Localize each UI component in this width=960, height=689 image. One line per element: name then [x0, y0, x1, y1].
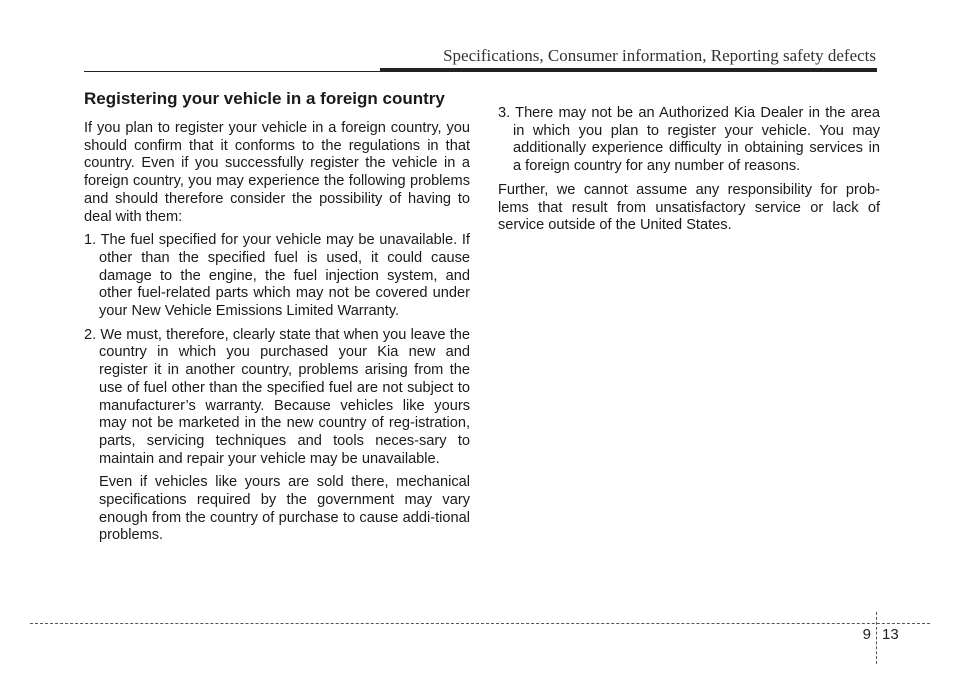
footer-divider [30, 623, 930, 624]
left-column [84, 88, 470, 551]
list-item-2-followup: Even if vehicles like yours are sold there, mechanical specifications required by the government may vary enough from the country of purchase to cause addi-tional problems. [99, 474, 470, 544]
intro-paragraph: If you plan to register your vehicle in a foreign country, you should confirm that it conforms to the regulations in that country. Even if you successfully register the vehicle in a foreign country, you may experience the following problems and should therefore consider the possibility of having to deal with them: [84, 120, 470, 225]
header-rule-thin [84, 71, 380, 72]
page-number: 13 [882, 626, 899, 643]
list-item-2: 2. We must, therefore, clearly state that when you leave the country in which you purchased your Kia new and register it in another country, problems arising from the use of fuel other than the specified fuel are not subject to manufacturer’s warranty. Because vehicles like yours may not be marketed in the new country of reg-istration, parts, servicing techniques and tools neces-sary to maintain and repair your vehicle may be unavailable. [84, 326, 470, 467]
section-heading: Registering your vehicle in a foreign country [84, 89, 445, 108]
header-rule-thick [380, 68, 877, 72]
header-title: Specifications, Consumer information, Reporting safety defects [443, 46, 876, 65]
chapter-number: 9 [862, 626, 871, 643]
page-number-separator [876, 612, 877, 664]
closing-paragraph: Further, we cannot assume any responsibility for prob-lems that result from unsatisfactory service or lack of service outside of the United States. [498, 181, 880, 234]
right-column [498, 105, 880, 241]
list-item-3: 3. There may not be an Authorized Kia Dealer in the area in which you plan to register your vehicle. You may additionally experience difficulty in obtaining services in a foreign country for any number of reasons. [498, 105, 880, 175]
list-item-1: 1. The fuel specified for your vehicle may be unavailable. If other than the specified fuel is used, it could cause damage to the engine, the fuel injection system, and other fuel-related parts which may not be covered under your New Vehicle Emissions Limited Warranty. [84, 232, 470, 320]
